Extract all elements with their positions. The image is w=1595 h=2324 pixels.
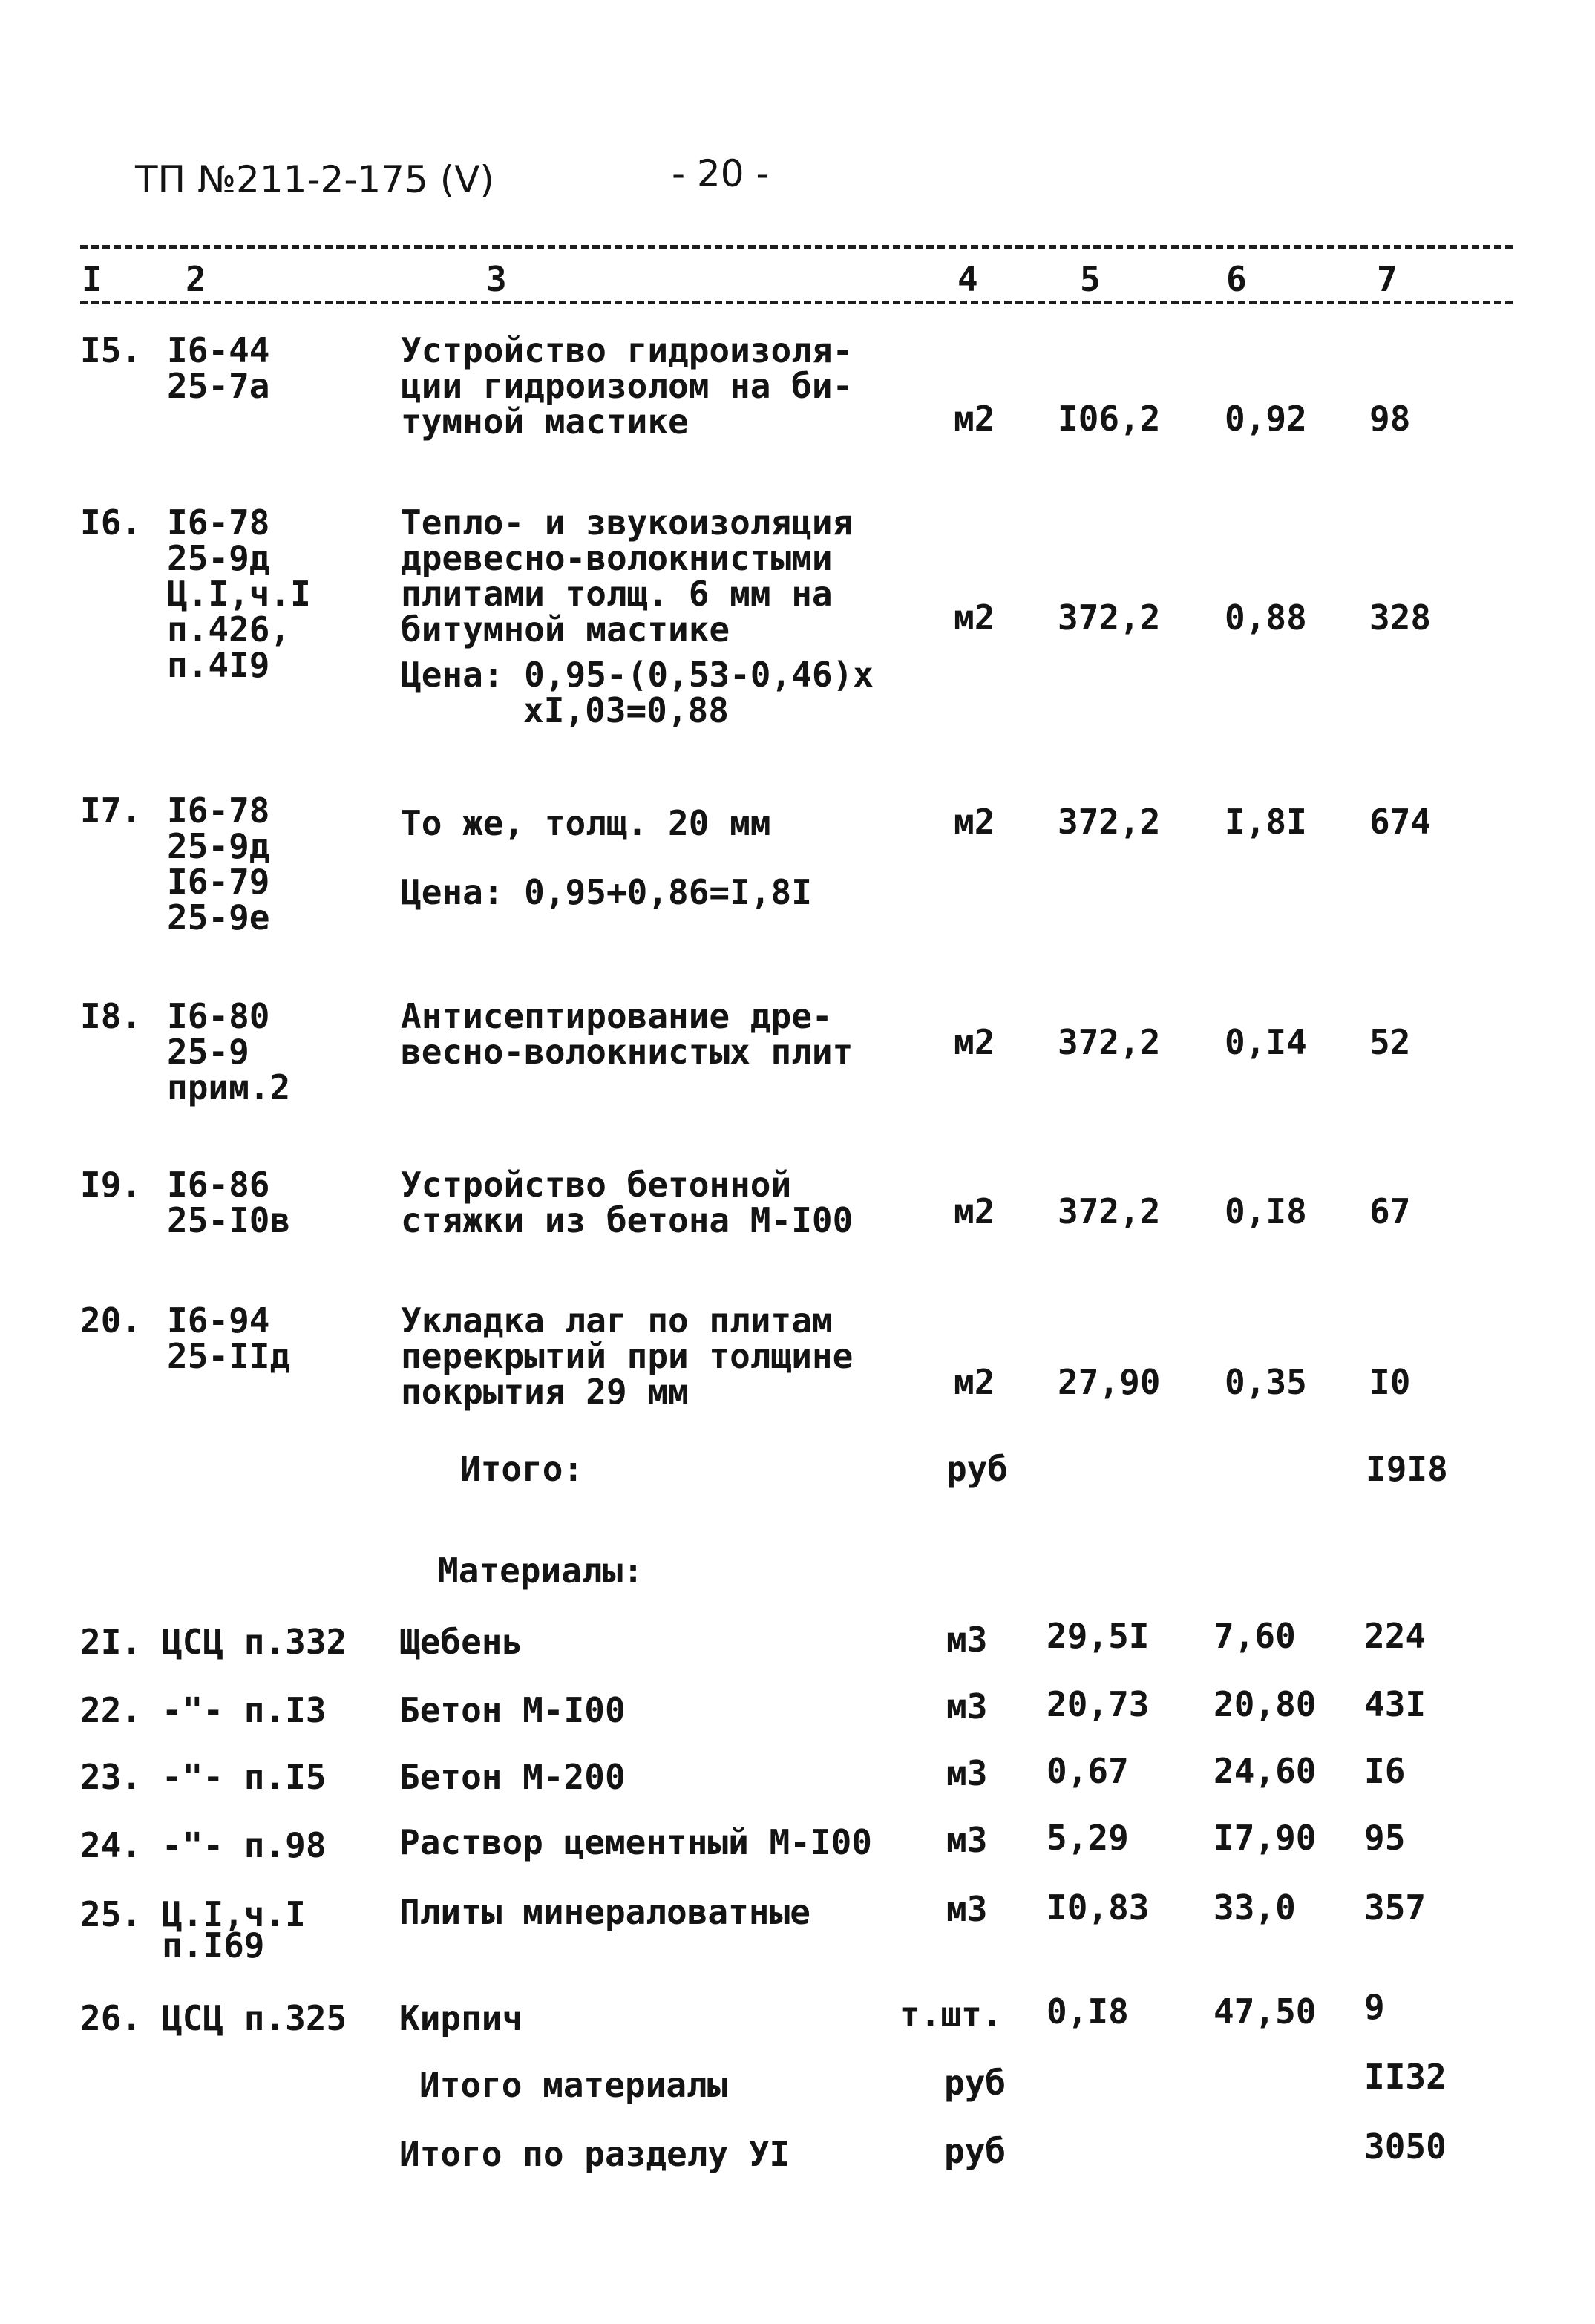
row-codes [167,330,270,406]
material-total: I6 [1364,1751,1406,1791]
row-price: 0,I8 [1225,1191,1307,1231]
code-line: 25-7а [167,366,270,406]
price-note-line: Цена: 0,95+0,86=I,8I [401,872,812,912]
row-description [401,998,853,1070]
code-line: п.4I9 [167,645,270,685]
material-unit: т.шт. [900,1994,1003,2035]
section-total-unit: руб [944,2131,1006,2171]
row-total: 328 [1369,598,1432,638]
row-unit: м2 [954,1022,995,1062]
material-price: 33,0 [1214,1888,1296,1928]
material-unit: м3 [946,1686,988,1726]
row-codes [167,793,269,935]
material-price: 24,60 [1214,1751,1317,1791]
material-number: 25. [80,1894,143,1934]
material-quantity: 29,5I [1047,1616,1150,1656]
price-note [401,874,812,910]
row-quantity: 372,2 [1058,802,1161,842]
material-number: 26. [80,1998,143,2038]
description-line: Устройство гидроизоля- [401,330,854,370]
material-name: Плиты минераловатные [399,1892,810,1932]
row-total: 52 [1369,1022,1411,1062]
subtotal-total: I9I8 [1366,1449,1448,1489]
row-number: I6. [80,503,143,543]
description-line: древесно-волокнистыми [401,538,833,578]
description-line: тумной мастике [401,402,689,442]
description-line: перекрытий при толщине [401,1336,854,1376]
price-note [401,657,874,728]
price-note-line: хI,03=0,88 [523,690,729,730]
row-unit: м2 [954,1191,995,1231]
row-description [401,805,771,841]
material-source: -"- п.98 [162,1825,327,1865]
row-total: I0 [1369,1362,1411,1402]
material-price: 20,80 [1214,1684,1317,1724]
row-codes [167,505,311,683]
description-line: покрытия 29 мм [401,1372,689,1412]
row-price: 0,I4 [1225,1022,1307,1062]
material-source [162,1894,306,1965]
material-total: 43I [1364,1684,1427,1724]
material-unit: м3 [946,1620,988,1660]
description-line: Антисептирование дре- [401,996,833,1036]
material-source: -"- п.I5 [162,1757,327,1797]
material-price: I7,90 [1214,1818,1317,1858]
material-quantity: I0,83 [1047,1888,1150,1928]
row-price: I,8I [1225,802,1307,842]
material-source: ЦСЦ п.325 [162,1998,347,2038]
material-name: Кирпич [399,1998,523,2038]
description-line: Укладка лаг по плитам [401,1300,833,1341]
row-quantity: I06,2 [1058,399,1161,439]
description-line: Тепло- и звукоизоляция [401,503,854,543]
column-number-3: 3 [486,259,507,299]
material-name: Раствор цементный М-I00 [399,1822,872,1862]
subtotal-label: Итого: [460,1449,584,1489]
row-quantity: 372,2 [1058,1191,1161,1231]
row-price: 0,35 [1225,1362,1307,1402]
materials-total-label: Итого материалы [419,2065,728,2105]
code-line: I6-44 [167,330,270,370]
materials-heading: Материалы: [438,1551,643,1591]
material-number: 2I. [80,1622,143,1662]
row-codes [167,1167,290,1238]
section-total-label: Итого по разделу УI [399,2134,790,2174]
code-line: I6-94 [167,1300,270,1341]
column-number-5: 5 [1080,259,1101,299]
description-line: плитами толщ. 6 мм на [401,574,833,614]
row-description [401,1167,853,1238]
row-number: I9. [80,1165,143,1205]
material-total: 95 [1364,1818,1406,1858]
code-line: I6-78 [167,503,270,543]
material-quantity: 5,29 [1047,1818,1129,1858]
row-unit: м2 [954,1362,995,1402]
section-total-value: 3050 [1364,2127,1447,2167]
code-line: 25-9д [167,826,270,866]
code-line: I6-78 [167,791,270,831]
description-line: Устройство бетонной [401,1165,792,1205]
row-quantity: 372,2 [1058,1022,1161,1062]
description-line: ции гидроизолом на би- [401,366,854,406]
material-quantity: 0,I8 [1047,1991,1129,2032]
material-number: 22. [80,1690,143,1730]
row-number: 20. [80,1300,143,1341]
header-rule-bottom [80,301,1513,304]
material-number: 24. [80,1825,143,1865]
material-name: Бетон М-I00 [399,1690,626,1730]
row-total: 98 [1369,399,1411,439]
column-number-1: I [82,259,102,299]
material-total: 224 [1364,1616,1427,1656]
material-source: -"- п.I3 [162,1690,327,1730]
material-unit: м3 [946,1753,988,1793]
code-line: 25-I0в [167,1200,291,1240]
row-total: 674 [1369,802,1432,842]
code-line: 25-9д [167,538,270,578]
code-line: I6-86 [167,1165,270,1205]
code-line: 25-9 [167,1032,249,1072]
material-source: ЦСЦ п.332 [162,1622,347,1662]
material-unit: м3 [946,1820,988,1860]
material-source-line: п.I69 [162,1925,265,1965]
material-number: 23. [80,1757,143,1797]
material-unit: м3 [946,1889,988,1929]
code-line: 25-IIд [167,1336,291,1376]
header-rule-top [80,245,1513,249]
row-total: 67 [1369,1191,1411,1231]
material-price: 7,60 [1214,1616,1296,1656]
materials-total-value: II32 [1364,2057,1447,2097]
row-quantity: 27,90 [1058,1362,1161,1402]
row-codes [167,1300,291,1376]
code-line: прим.2 [167,1067,291,1107]
material-name: Бетон М-200 [399,1757,626,1797]
row-number: I5. [80,330,143,370]
description-line: стяжки из бетона М-I00 [401,1200,854,1240]
description-line: весно-волокнистых плит [401,1032,854,1072]
code-line: I6-79 [167,862,270,902]
description-line: То же, толщ. 20 мм [401,803,771,843]
material-source-line: Ц.I,ч.I [162,1894,306,1934]
row-description [401,330,854,442]
material-name: Щебень [399,1622,523,1662]
row-description [401,1300,854,1412]
row-price: 0,92 [1225,399,1307,439]
column-number-2: 2 [186,259,206,299]
material-total: 9 [1364,1987,1385,2027]
row-description [401,505,853,647]
row-unit: м2 [954,598,995,638]
description-line: битумной мастике [401,609,730,649]
code-line: п.426, [167,609,291,649]
document-code: ТП №211-2-175 (V) [135,158,494,201]
row-unit: м2 [954,802,995,842]
page-number: - 20 - [672,152,770,195]
subtotal-unit: руб [946,1449,1009,1489]
row-codes [167,998,290,1105]
materials-total-unit: руб [944,2063,1006,2103]
row-unit: м2 [954,399,995,439]
material-quantity: 0,67 [1047,1751,1129,1791]
column-number-6: 6 [1226,259,1247,299]
row-number: I7. [80,791,143,831]
material-quantity: 20,73 [1047,1684,1150,1724]
material-price: 47,50 [1214,1991,1317,2032]
row-price: 0,88 [1225,598,1307,638]
code-line: Ц.I,ч.I [167,574,311,614]
material-total: 357 [1364,1888,1427,1928]
row-quantity: 372,2 [1058,598,1161,638]
row-number: I8. [80,996,143,1036]
column-number-7: 7 [1377,259,1398,299]
column-number-4: 4 [957,259,978,299]
code-line: I6-80 [167,996,270,1036]
code-line: 25-9е [167,897,270,937]
price-note-line: Цена: 0,95-(0,53-0,46)х [401,655,874,695]
